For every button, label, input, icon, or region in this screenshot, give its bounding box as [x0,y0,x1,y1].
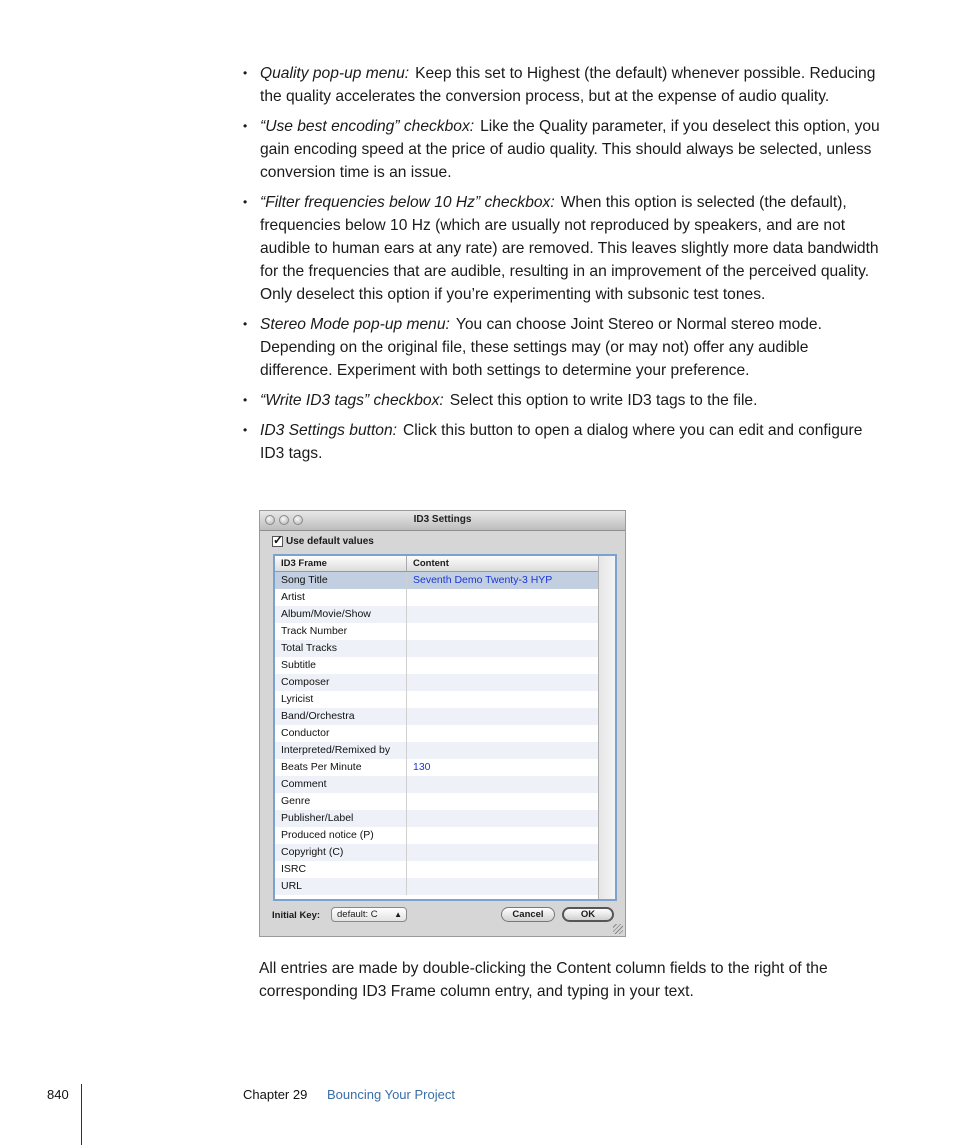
bullet-item [243,115,883,184]
table-row[interactable] [275,810,615,827]
table-row[interactable] [275,742,615,759]
bullet-text: Keep this set to Highest (the default) whenever possible. Reducing the quality accelerates the conversion process, but at the expense of audio quality. [260,65,876,105]
bullet-dot-icon: • [243,393,248,407]
frame-cell[interactable]: Publisher/Label [275,810,407,827]
bullet-dot-icon: • [243,119,248,133]
dialog-titlebar [260,511,625,531]
table-row[interactable] [275,708,615,725]
bullet-item [243,419,883,465]
table-row[interactable] [275,793,615,810]
frame-cell[interactable]: URL [275,878,407,895]
initial-key-select[interactable] [331,907,407,922]
bullet-item [243,313,883,382]
table-row[interactable] [275,878,615,895]
ok-button[interactable]: OK [562,907,614,922]
dialog-footer [272,907,615,925]
table-row[interactable] [275,606,615,623]
frame-cell[interactable]: Composer [275,674,407,691]
content-cell[interactable]: 130 [413,761,431,773]
footer-divider [81,1084,82,1145]
content-cell[interactable] [407,827,597,844]
resize-grip-icon[interactable] [613,924,623,934]
table-scrollbar[interactable] [598,556,615,899]
bullet-item [243,62,883,108]
frame-cell[interactable]: Subtitle [275,657,407,674]
table-row[interactable] [275,725,615,742]
table-body [275,572,615,895]
bullet-dot-icon: • [243,317,248,331]
bullet-term: “Filter frequencies below 10 Hz” checkbox: [260,194,555,211]
content-cell[interactable] [407,657,597,674]
initial-key-value: default: C [337,909,378,920]
content-cell[interactable] [407,793,597,810]
content-cell[interactable] [407,725,597,742]
table-row[interactable] [275,827,615,844]
frame-cell[interactable]: Beats Per Minute [275,759,407,776]
bullet-text: Click this button to open a dialog where you can edit and configure ID3 tags. [260,422,863,462]
content-cell[interactable] [407,844,597,861]
initial-key-label: Initial Key: [272,910,321,921]
frame-cell[interactable]: Comment [275,776,407,793]
frame-cell[interactable]: Copyright (C) [275,844,407,861]
updown-arrows-icon: ▲ [394,910,402,919]
frame-cell[interactable]: Conductor [275,725,407,742]
content-cell[interactable] [407,861,597,878]
table-row[interactable] [275,674,615,691]
bullet-term: Stereo Mode pop-up menu: [260,316,450,333]
table-row[interactable] [275,759,615,776]
bullet-text: Like the Quality parameter, if you deselect this option, you gain encoding speed at the price of audio quality. This should always be selected, unless conversion time is an issue. [260,118,880,181]
body-paragraph: All entries are made by double-clicking the Content column fields to the right of the corresponding ID3 Frame column entry, and typing in your text. [259,960,828,1000]
bullet-text: Select this option to write ID3 tags to the file. [449,392,758,409]
id3-settings-dialog [259,510,626,937]
bullet-dot-icon: • [243,423,248,437]
frame-cell[interactable]: Produced notice (P) [275,827,407,844]
content-cell[interactable] [407,691,597,708]
bullet-dot-icon: • [243,195,248,209]
content-cell[interactable] [407,640,597,657]
frame-cell[interactable]: Song Title [275,572,407,589]
content-cell[interactable] [407,810,597,827]
frame-cell[interactable]: ISRC [275,861,407,878]
content-cell[interactable] [407,878,597,895]
use-default-values-label: Use default values [286,536,374,547]
table-row[interactable] [275,657,615,674]
bullet-dot-icon: • [243,66,248,80]
page-number: 840 [47,1087,69,1102]
bullet-term: “Write ID3 tags” checkbox: [260,392,444,409]
table-row[interactable] [275,589,615,606]
frame-cell[interactable]: Artist [275,589,407,606]
table-header [275,556,615,572]
use-default-values-checkbox[interactable] [272,536,283,547]
chapter-title: Bouncing Your Project [327,1087,455,1102]
bullet-term: Quality pop-up menu: [260,65,410,82]
frame-cell[interactable]: Lyricist [275,691,407,708]
bullet-text: When this option is selected (the default), frequencies below 10 Hz (which are usually not reproduced by speakers, and are not audible to human ears at any rate) are removed. This leaves slightly more data bandwidth for the frequencies that are audible, resulting in an improvement of the perceived quality. Only deselect this option if you’re experimenting with subsonic test tones. [260,194,879,303]
bullet-list [243,62,883,472]
cancel-button[interactable]: Cancel [501,907,555,922]
table-row[interactable] [275,844,615,861]
frame-cell[interactable]: Band/Orchestra [275,708,407,725]
table-row[interactable] [275,640,615,657]
frame-cell[interactable]: Track Number [275,623,407,640]
frame-cell[interactable]: Interpreted/Remixed by [275,742,407,759]
table-row[interactable] [275,691,615,708]
use-default-values-option[interactable] [272,536,374,547]
column-header-frame[interactable]: ID3 Frame [275,556,407,571]
frame-cell[interactable]: Album/Movie/Show [275,606,407,623]
content-cell[interactable] [407,589,597,606]
id3-frame-table [273,554,617,901]
chapter-label: Chapter 29 [243,1087,308,1102]
column-header-content[interactable]: Content [413,558,449,569]
content-cell[interactable]: Seventh Demo Twenty-3 HYP [413,574,553,586]
table-row[interactable] [275,861,615,878]
table-row[interactable] [275,776,615,793]
bullet-item [243,191,883,306]
frame-cell[interactable]: Total Tracks [275,640,407,657]
table-row[interactable] [275,623,615,640]
content-cell[interactable] [407,776,597,793]
bullet-term: ID3 Settings button: [260,422,397,439]
content-cell[interactable] [407,606,597,623]
table-row[interactable] [275,572,615,589]
dialog-title: ID3 Settings [413,514,472,525]
content-cell[interactable] [407,742,597,759]
bullet-term: “Use best encoding” checkbox: [260,118,475,135]
bullet-item [243,389,883,412]
content-cell[interactable] [407,623,597,640]
frame-cell[interactable]: Genre [275,793,407,810]
content-cell[interactable] [407,708,597,725]
bullet-text: You can choose Joint Stereo or Normal stereo mode. Depending on the original file, these settings may (or may not) offer any audible difference. Experiment with both settings to determine your preference. [260,316,822,379]
content-cell[interactable] [407,674,597,691]
